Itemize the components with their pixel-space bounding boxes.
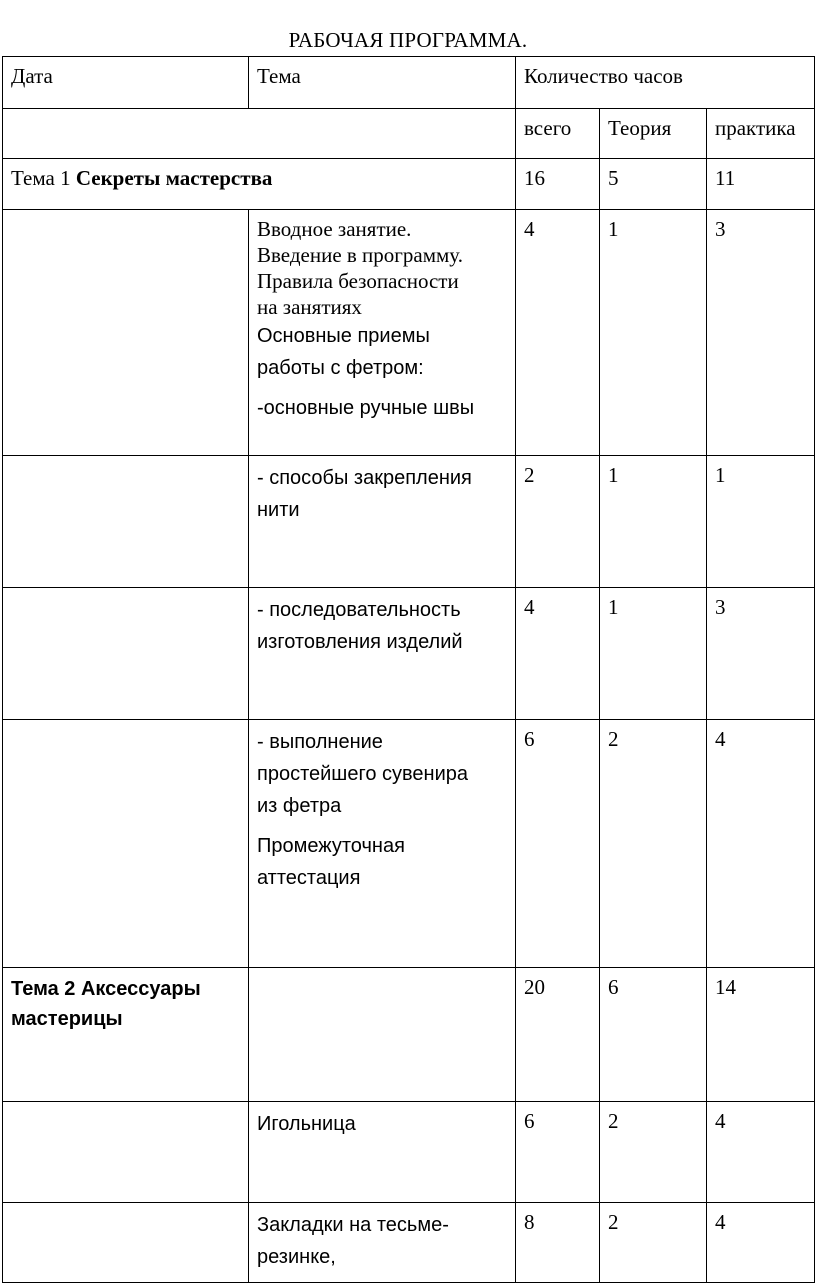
total-cell: 6 <box>516 1102 600 1203</box>
topic-line: Закладки на тесьме- <box>257 1214 449 1236</box>
section-theory: 5 <box>600 159 707 210</box>
header-practice: практика <box>707 109 815 159</box>
date-cell <box>3 1203 249 1283</box>
section-row <box>3 968 815 1102</box>
header-total: всего <box>516 109 600 159</box>
topic-line: - выполнение <box>257 731 383 753</box>
header-theory: Теория <box>600 109 707 159</box>
section-name-line: Тема 2 Аксессуары <box>11 978 201 1000</box>
theory-cell: 2 <box>600 1203 707 1283</box>
table-row <box>3 1203 815 1283</box>
section-title <box>3 968 249 1102</box>
document-title: РАБОЧАЯ ПРОГРАММА. <box>288 28 528 52</box>
date-cell <box>3 588 249 720</box>
program-table <box>2 56 815 1283</box>
total-cell: 2 <box>516 456 600 588</box>
section-title <box>3 159 516 210</box>
theory-cell: 2 <box>600 1102 707 1203</box>
topic-line: Вводное занятие. <box>257 217 412 241</box>
date-cell <box>3 720 249 968</box>
date-cell <box>3 1102 249 1203</box>
topic-line: нити <box>257 499 300 521</box>
subheader-empty <box>3 109 516 159</box>
topic-line: аттестация <box>257 867 361 889</box>
section-practice: 11 <box>707 159 815 210</box>
topic-cell <box>249 210 516 456</box>
topic-cell <box>249 1102 516 1203</box>
topic-cell <box>249 456 516 588</box>
practice-cell: 3 <box>707 588 815 720</box>
total-cell: 6 <box>516 720 600 968</box>
table-row <box>3 456 815 588</box>
topic-line: на занятиях <box>257 295 362 319</box>
topic-line: работы с фетром: <box>257 357 424 379</box>
section-total: 20 <box>516 968 600 1102</box>
section-row <box>3 159 815 210</box>
section-name: Секреты мастерства <box>75 166 273 190</box>
table-row <box>3 210 815 456</box>
theory-cell: 1 <box>600 456 707 588</box>
topic-line: Игольница <box>257 1113 356 1135</box>
theory-cell: 1 <box>600 588 707 720</box>
theory-cell: 1 <box>600 210 707 456</box>
total-cell: 4 <box>516 588 600 720</box>
practice-cell: 3 <box>707 210 815 456</box>
section-practice: 14 <box>707 968 815 1102</box>
header-topic: Тема <box>249 57 516 109</box>
header-row <box>3 57 815 109</box>
practice-cell: 4 <box>707 720 815 968</box>
topic-cell <box>249 1203 516 1283</box>
topic-line: -основные ручные швы <box>257 397 475 419</box>
theory-cell: 2 <box>600 720 707 968</box>
date-cell <box>3 210 249 456</box>
header-hours: Количество часов <box>516 57 815 109</box>
practice-cell: 4 <box>707 1102 815 1203</box>
date-cell <box>3 456 249 588</box>
total-cell: 4 <box>516 210 600 456</box>
section-theory: 6 <box>600 968 707 1102</box>
topic-cell <box>249 720 516 968</box>
topic-cell <box>249 588 516 720</box>
topic-cell <box>249 968 516 1102</box>
table-row <box>3 720 815 968</box>
topic-line: из фетра <box>257 795 342 817</box>
topic-line: простейшего сувенира <box>257 763 468 785</box>
header-date: Дата <box>3 57 249 109</box>
practice-cell: 4 <box>707 1203 815 1283</box>
topic-line: Правила безопасности <box>257 269 459 293</box>
section-prefix: Тема 1 <box>11 166 76 190</box>
topic-line: Основные приемы <box>257 325 430 347</box>
table-row <box>3 1102 815 1203</box>
topic-line: - последовательность <box>257 599 461 621</box>
topic-line: Промежуточная <box>257 835 405 857</box>
practice-cell: 1 <box>707 456 815 588</box>
topic-line: резинке, <box>257 1246 336 1268</box>
topic-line: - способы закрепления <box>257 467 472 489</box>
section-total: 16 <box>516 159 600 210</box>
section-name-line: мастерицы <box>11 1008 123 1030</box>
topic-line: изготовления изделий <box>257 631 463 653</box>
table-row <box>3 588 815 720</box>
total-cell: 8 <box>516 1203 600 1283</box>
subheader-row <box>3 109 815 159</box>
topic-line: Введение в программу. <box>257 243 463 267</box>
